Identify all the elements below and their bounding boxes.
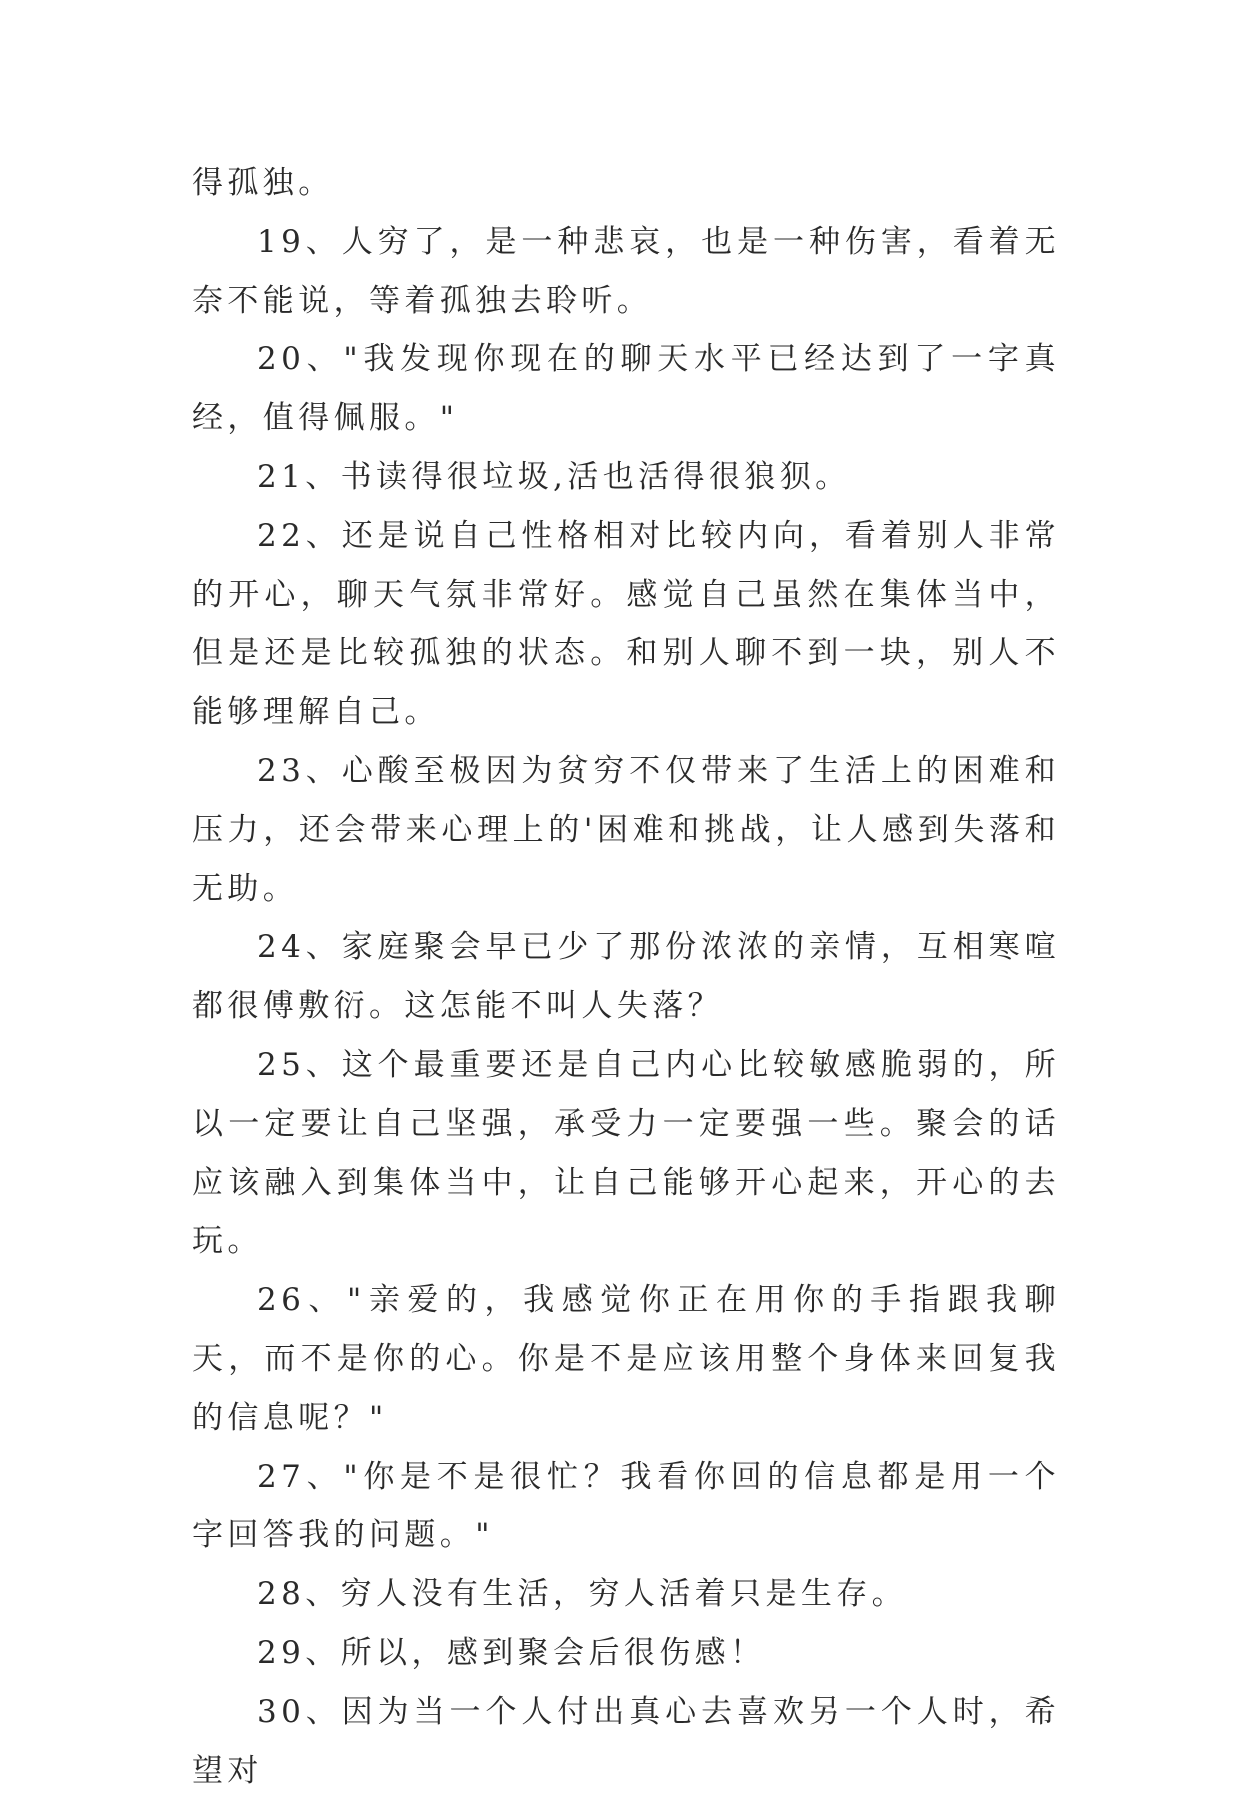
- paragraph: 21、书读得很垃圾,活也活得很狼狈。: [257, 458, 851, 495]
- paragraph: 25、这个最重要还是自己内心比较敏感脆弱的，所以一定要让自己坚强，承受力一定要强一些。聚会的话应该融入到集体当中，让自己能够开心起来，开心的去玩。: [192, 1046, 1060, 1260]
- paragraph: 26、"亲爱的，我感觉你正在用你的手指跟我聊天，而不是你的心。你是不是应该用整个身体来回复我的信息呢？": [192, 1282, 1060, 1436]
- paragraph: 27、"你是不是很忙？我看你回的信息都是用一个字回答我的问题。": [192, 1458, 1060, 1554]
- paragraph: 23、心酸至极因为贫穷不仅带来了生活上的困难和压力，还会带来心理上的'困难和挑战，让人感到失落和无助。: [192, 752, 1060, 907]
- paragraph: 24、家庭聚会早已少了那份浓浓的亲情，互相寒喧都很傅敷衍。这怎能不叫人失落？: [192, 929, 1060, 1025]
- paragraph: 22、还是说自己性格相对比较内向，看着别人非常的开心，聊天气氛非常好。感觉自己虽然在集体当中，但是还是比较孤独的状态。和别人聊不到一块，别人不能够理解自己。: [192, 517, 1060, 731]
- paragraph: 20、"我发现你现在的聊天水平已经达到了一字真经，值得佩服。": [192, 341, 1060, 437]
- paragraph: 19、人穷了，是一种悲哀，也是一种伤害，看着无奈不能说，等着孤独去聆听。: [192, 223, 1060, 319]
- paragraph: 29、所以，感到聚会后很伤感！: [257, 1634, 766, 1671]
- paragraph: 30、因为当一个人付出真心去喜欢另一个人时，希望对: [192, 1693, 1060, 1789]
- document-page: [192, 154, 1060, 1800]
- paragraph: 28、穷人没有生活，穷人活着只是生存。: [257, 1576, 908, 1613]
- paragraph: 得孤独。: [192, 165, 334, 201]
